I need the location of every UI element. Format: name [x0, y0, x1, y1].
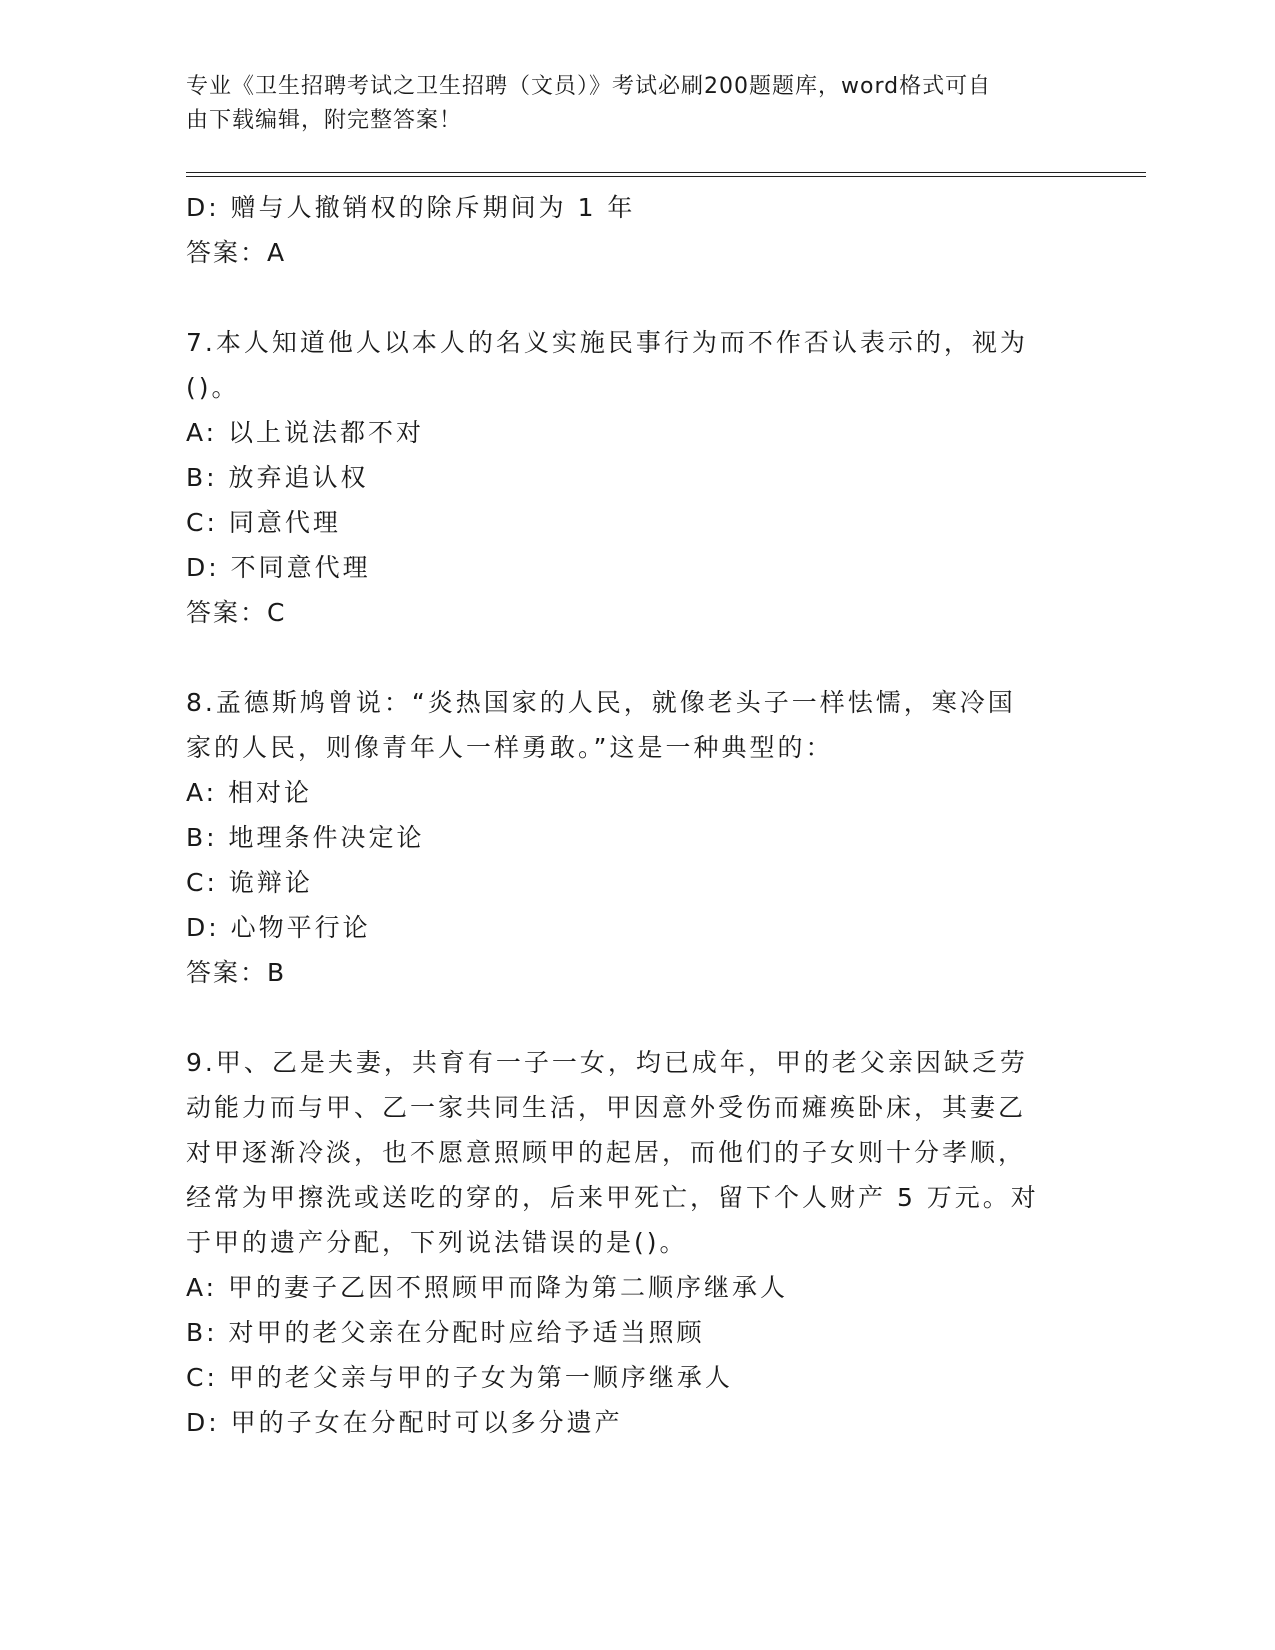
stem-line: 经常为甲擦洗或送吃的穿的，后来甲死亡，留下个人财产 5 万元。对 [186, 1183, 1039, 1212]
stem-line: 家的人民，则像青年人一样勇敢。”这是一种典型的： [186, 733, 834, 762]
option-b: B: 放弃追认权 [186, 463, 369, 492]
option-c: C: 同意代理 [186, 508, 341, 537]
option-a: A: 相对论 [186, 778, 313, 807]
option-d-q6: D: 赠与人撤销权的除斥期间为 1 年 [186, 193, 636, 222]
question-stem [186, 680, 1066, 770]
option-b: B: 对甲的老父亲在分配时应给予适当照顾 [186, 1318, 705, 1347]
question-stem [186, 1040, 1066, 1265]
option-b: B: 地理条件决定论 [186, 823, 425, 852]
stem-line: 于甲的遗产分配，下列说法错误的是()。 [186, 1228, 688, 1257]
option-d: D: 心物平行论 [186, 913, 371, 942]
header-line-2: 由下载编辑，附完整答案！ [186, 108, 463, 133]
question-7 [186, 320, 1146, 635]
document-page [186, 70, 1146, 1445]
stem-line: ()。 [186, 373, 240, 402]
header-divider [186, 172, 1146, 177]
header-line-1: 专业《卫生招聘考试之卫生招聘（文员）》考试必刷200题题库，word格式可自 [186, 74, 992, 99]
stem-line: 9.甲、乙是夫妻，共育有一子一女，均已成年，甲的老父亲因缺乏劳 [186, 1048, 1028, 1077]
document-header [186, 70, 1066, 138]
answer-q7: 答案：C [186, 598, 287, 627]
option-d: D: 甲的子女在分配时可以多分遗产 [186, 1408, 623, 1437]
question-8 [186, 680, 1146, 995]
option-c: C: 诡辩论 [186, 868, 313, 897]
option-a: A: 甲的妻子乙因不照顾甲而降为第二顺序继承人 [186, 1273, 789, 1302]
answer-q8: 答案：B [186, 958, 287, 987]
option-d: D: 不同意代理 [186, 553, 371, 582]
question-9 [186, 1040, 1146, 1445]
option-c: C: 甲的老父亲与甲的子女为第一顺序继承人 [186, 1363, 733, 1392]
stem-line: 7.本人知道他人以本人的名义实施民事行为而不作否认表示的，视为 [186, 328, 1028, 357]
stem-line: 动能力而与甲、乙一家共同生活，甲因意外受伤而瘫痪卧床，其妻乙 [186, 1093, 1027, 1122]
stem-line: 8.孟德斯鸠曾说：“炎热国家的人民，就像老头子一样怯懦，寒冷国 [186, 688, 1016, 717]
option-a: A: 以上说法都不对 [186, 418, 425, 447]
answer-q6: 答案：A [186, 238, 287, 267]
stem-line: 对甲逐渐冷淡，也不愿意照顾甲的起居，而他们的子女则十分孝顺， [186, 1138, 1027, 1167]
question-stem [186, 320, 1066, 410]
